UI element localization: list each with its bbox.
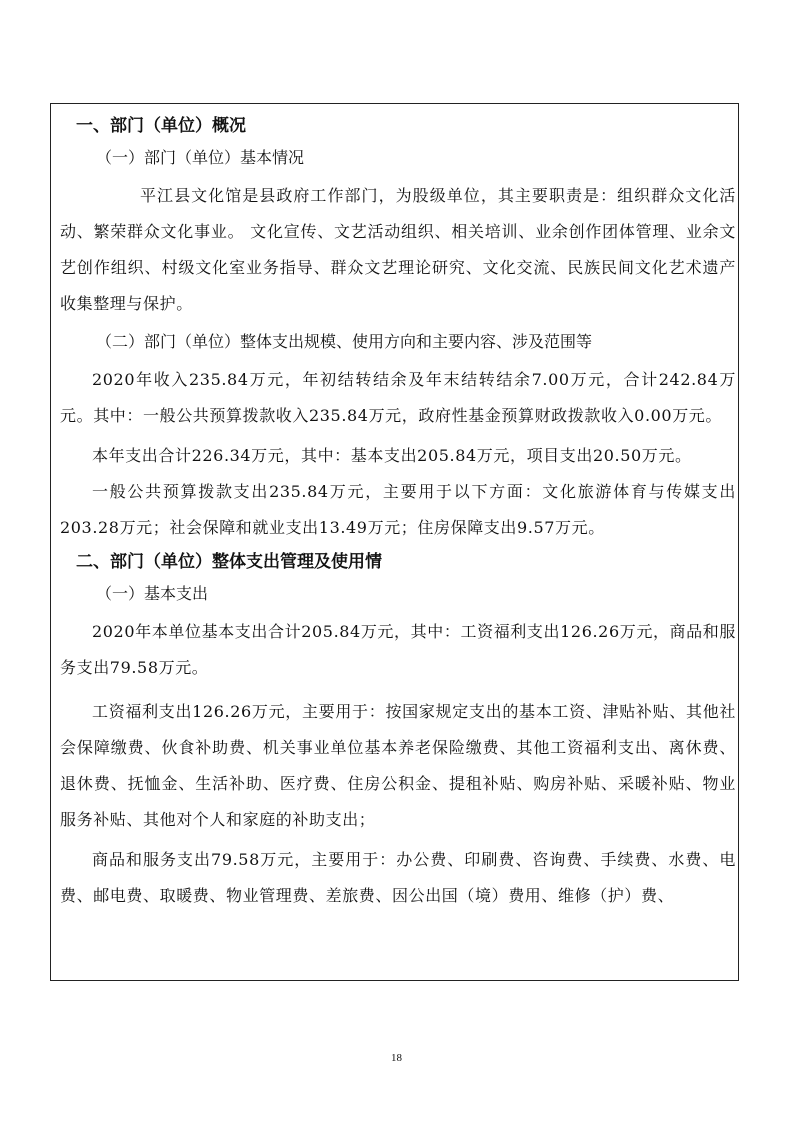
section-1-heading: 一、部门（单位）概况: [76, 116, 246, 136]
section-2-paragraph-1: 2020年本单位基本支出合计205.84万元，其中：工资福利支出126.26万元，商品和服务支出79.58万元。: [60, 622, 736, 677]
section-2-paragraph-3: 商品和服务支出79.58万元，主要用于：办公费、印刷费、咨询费、手续费、水费、电费、邮电费、取暖费、物业管理费、差旅费、因公出国（境）费用、维修（护）费、: [60, 850, 736, 905]
section-1-paragraph-3: 本年支出合计226.34万元，其中：基本支出205.84万元，项目支出20.50万元。: [92, 446, 692, 465]
document-body: [60, 110, 736, 914]
section-1-paragraph-1: 平江县文化馆是县政府工作部门，为股级单位，其主要职责是：组织群众文化活动、繁荣群众文化事业。 文化宣传、文艺活动组织、相关培训、业余创作团体管理、业余文艺创作组织、村级文化室业务指导、群众文艺理论研究、文化交流、民族民间文化艺术遗产收集整理与保护。: [60, 186, 736, 313]
section-1-subheading-1: （一）部门（单位）基本情况: [96, 148, 305, 167]
section-2-subheading-1: （一）基本支出: [96, 584, 209, 603]
section-1-paragraph-2: 2020年收入235.84万元，年初结转结余及年末结转结余7.00万元，合计242.84万元。其中：一般公共预算拨款收入235.84万元，政府性基金预算财政拨款收入0.00万元。: [60, 370, 736, 425]
page-number: 18: [391, 1052, 402, 1064]
section-1-subheading-2: （二）部门（单位）整体支出规模、使用方向和主要内容、涉及范围等: [96, 332, 593, 351]
section-1-paragraph-4: 一般公共预算拨款支出235.84万元，主要用于以下方面：文化旅游体育与传媒支出203.28万元；社会保障和就业支出13.49万元；住房保障支出9.57万元。: [60, 482, 736, 537]
section-2-heading: 二、部门（单位）整体支出管理及使用情: [76, 552, 382, 572]
section-2-paragraph-2: 工资福利支出126.26万元，主要用于：按国家规定支出的基本工资、津贴补贴、其他社会保障缴费、伙食补助费、机关事业单位基本养老保险缴费、其他工资福利支出、离休费、退休费、抚恤金、生活补助、医疗费、住房公积金、提租补贴、购房补贴、采暖补贴、物业服务补贴、其他对个人和家庭的补助支出；: [60, 702, 736, 829]
